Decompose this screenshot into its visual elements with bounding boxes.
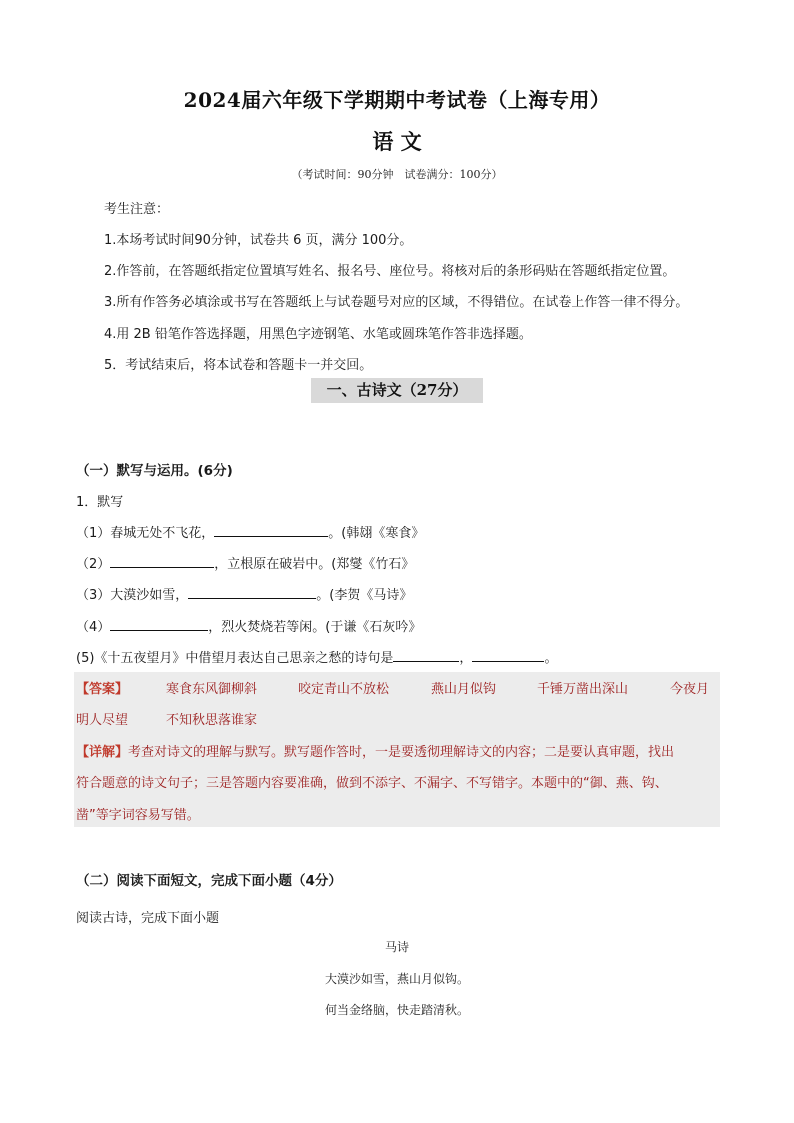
answer-blank[interactable] [110, 616, 208, 631]
part1-heading: （一）默写与运用。(6分) [76, 463, 233, 479]
answer-blank[interactable] [472, 647, 544, 662]
question-4-suffix: ，烈火焚烧若等闲。(于谦《石灰吟》 [208, 620, 422, 635]
notice-item-2: 2.作答前，在答题纸指定位置填写姓名、报名号、座位号。将核对后的条形码贴在答题纸指定位置。 [104, 264, 676, 279]
section-banner: 一、古诗文（27分） [311, 378, 483, 403]
answer-item: 咬定青山不放松 [298, 682, 390, 697]
poem-title: 马诗 [384, 940, 409, 954]
poem-line-2: 何当金络脑，快走踏清秋。 [324, 1003, 469, 1017]
answer-item: 燕山月似钩 [431, 682, 497, 697]
notice-item-5: 5．考试结束后，将本试卷和答题卡一并交回。 [104, 358, 373, 373]
notice-item-4: 4.用 2B 铅笔作答选择题，用黑色字迹钢笔、水笔或圆珠笔作答非选择题。 [104, 327, 532, 342]
exam-meta: （考试时间：90分钟 试卷满分：100分） [291, 168, 503, 181]
answer-row-2 [76, 709, 258, 728]
notice-heading: 考生注意： [104, 202, 170, 217]
question-3-suffix: 。(李贺《马诗》 [316, 588, 413, 603]
answer-row-1 [76, 678, 710, 697]
reading-intro: 阅读古诗，完成下面小题 [76, 911, 220, 926]
poem-line-1: 大漠沙如雪，燕山月似钩。 [324, 972, 469, 986]
detail-line-3: 凿”等字词容易写错。 [76, 808, 200, 823]
question-2-suffix: ，立根原在破岩中。(郑燮《竹石》 [214, 557, 415, 572]
question-4-prefix: （4） [76, 620, 111, 635]
answer-blank[interactable] [393, 647, 459, 662]
question-5-prefix: (5)《十五夜望月》中借望月表达自己思亲之愁的诗句是 [76, 651, 394, 666]
answer-blank[interactable] [188, 584, 316, 599]
detail-line-2: 符合题意的诗文句子；三是答题内容要准确，做到不添字、不漏字、不写错字。本题中的“御、燕、钩、 [76, 776, 668, 791]
answer-item: 千锤万凿出深山 [537, 682, 629, 697]
answer-blank[interactable] [214, 522, 328, 537]
exam-title: 2024届六年级下学期期中考试卷（上海专用） [183, 88, 611, 112]
part2-heading: （二）阅读下面短文，完成下面小题（4分） [76, 873, 342, 889]
answer-item: 寒食东风御柳斜 [166, 682, 258, 697]
question-5 [76, 647, 557, 666]
question-2 [76, 553, 414, 572]
exam-subject: 语 文 [372, 129, 422, 154]
question-1-suffix: 。(韩翃《寒食》 [328, 526, 425, 541]
question-5-mid: ， [459, 651, 473, 666]
detail-text-1: 考查对诗文的理解与默写。默写题作答时，一是要透彻理解诗文的内容；二是要认真审题，找出 [128, 745, 675, 760]
question-1 [76, 522, 424, 541]
detail-line-1 [76, 741, 674, 760]
question-2-prefix: （2） [76, 557, 111, 572]
detail-tag: 【详解】 [76, 745, 129, 760]
question-3 [76, 584, 412, 603]
notice-item-1: 1.本场考试时间90分钟，试卷共 6 页，满分 100分。 [104, 233, 413, 248]
answer-blank[interactable] [110, 553, 214, 568]
question-4 [76, 616, 421, 635]
answer-tag: 【答案】 [76, 682, 129, 697]
answer-item: 不知秋思落谁家 [166, 713, 258, 728]
question-3-prefix: （3）大漠沙如雪， [76, 588, 189, 603]
answer-item: 明人尽望 [76, 713, 129, 728]
answer-item: 今夜月 [670, 682, 710, 697]
notice-item-3: 3.所有作答务必填涂或书写在答题纸上与试卷题号对应的区域，不得错位。在试卷上作答一律不得分。 [104, 295, 689, 310]
question-label: 1．默写 [76, 495, 124, 510]
question-1-prefix: （1）春城无处不飞花， [76, 526, 215, 541]
question-5-suffix: 。 [544, 651, 558, 666]
